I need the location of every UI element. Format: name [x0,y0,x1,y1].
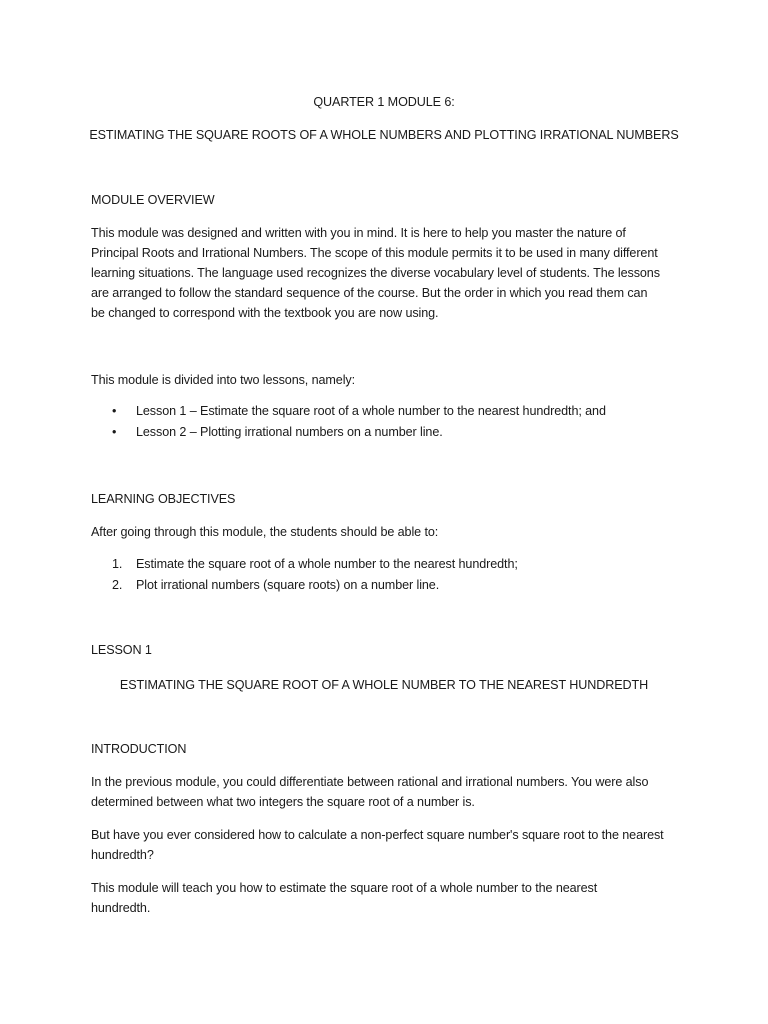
objective-item-1: Estimate the square root of a whole number to the nearest hundredth; [136,557,518,571]
overview-paragraph: This module was designed and written with you in mind. It is here to help you master the nature of Principal Roots and Irrational Numbers. The scope of this module permits it to be used in many different learning situations. The language used recognizes the diverse vocabulary level of students. The lessons are arranged to follow the standard sequence of the course. But the order in which you read them can be changed to correspond with the textbook you are now using. [91,226,660,320]
introduction-paragraph-3: This module will teach you how to estimate the square root of a whole number to the nearest hundredth. [91,881,598,915]
introduction-paragraph-2: But have you ever considered how to calculate a non-perfect square number's square root to the nearest hundredth? [91,828,664,862]
objectives-heading: LEARNING OBJECTIVES [91,492,236,506]
list-item [0,422,768,443]
objectives-list [0,554,768,596]
list-item [0,554,768,575]
overview-heading: MODULE OVERVIEW [91,193,215,207]
number-marker: 2. [112,578,123,592]
lesson-item-2: Lesson 2 – Plotting irrational numbers on a number line. [136,425,443,439]
module-subtitle: ESTIMATING THE SQUARE ROOTS OF A WHOLE NUMBERS AND PLOTTING IRRATIONAL NUMBERS [89,128,679,142]
bullet-marker: • [112,404,117,418]
lesson1-title: ESTIMATING THE SQUARE ROOT OF A WHOLE NUMBER TO THE NEAREST HUNDREDTH [119,678,649,692]
lesson1-label: LESSON 1 [91,643,152,657]
introduction-paragraph-1: In the previous module, you could differentiate between rational and irrational numbers. You were also determined between what two integers the square root of a number is. [91,775,649,809]
lesson-item-1: Lesson 1 – Estimate the square root of a whole number to the nearest hundredth; and [136,404,606,418]
bullet-marker: • [112,425,117,439]
module-title: QUARTER 1 MODULE 6: [313,95,455,109]
lessons-intro: This module is divided into two lessons, namely: [91,373,355,387]
introduction-heading: INTRODUCTION [91,742,187,756]
list-item [0,401,768,422]
lessons-list [0,401,768,443]
number-marker: 1. [112,557,123,571]
objective-item-2: Plot irrational numbers (square roots) on a number line. [136,578,440,592]
list-item [0,575,768,596]
objectives-intro: After going through this module, the students should be able to: [91,525,439,539]
